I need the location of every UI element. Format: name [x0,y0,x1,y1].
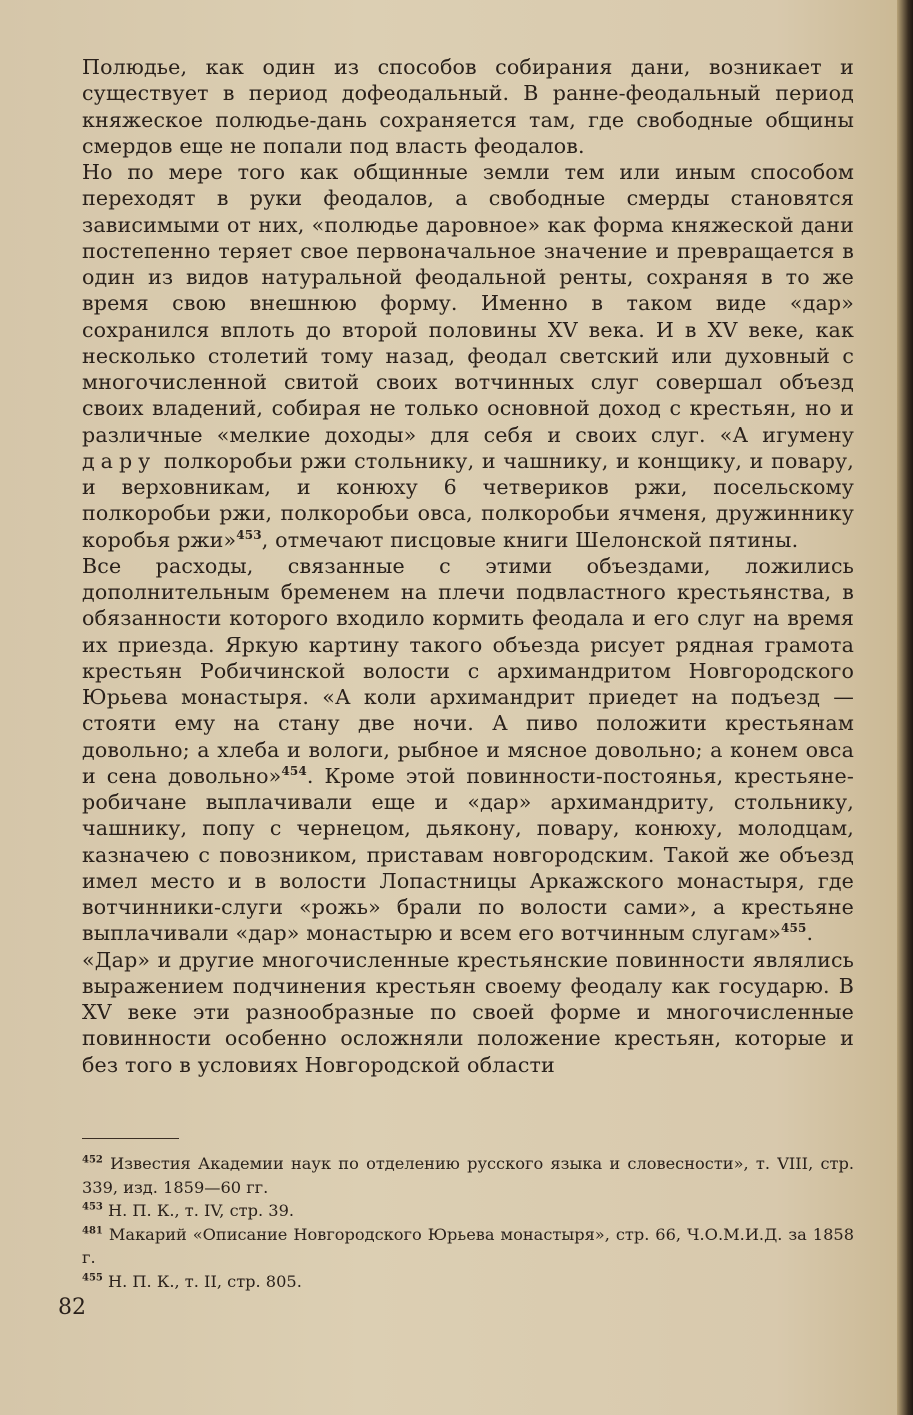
footnote-1 [82,1152,854,1199]
footnote-text: Макарий «Описание Новгородского Юрьева монастыря», стр. 66, Ч.О.М.И.Д. за 1858 г. [82,1224,854,1267]
footnote-ref: 453 [236,527,262,542]
footnote-marker: 452 [82,1154,103,1166]
footnote-marker: 481 [82,1225,103,1237]
page-number: 82 [58,1295,86,1320]
text-run: Но по мере того как общинные земли тем или иным способом переходят в руки феодалов, а свободные смерды становятся зависимыми от них, «полюдье даровное» как форма княжеской дани постепенно теряет свое первоначальное значение и превращается в один из видов натуральной феодальной ренты, сохраняя в то же время свою внешнюю форму. Именно в таком виде «дар» сохранился вплоть до второй половины XV века. И в XV веке, как несколько столетий тому назад, феодал светский или духовный с многочисленной свитой своих вотчинных слуг совершал объезд своих владений, собирая не только основной доход с крестьян, но и различные «мелкие доходы» для себя и своих слуг. «А игумену [82,160,854,447]
text-run: Полюдье, как один из способов собирания дани, возникает и существует в период дофеодальный. В ранне-феодальный период княжеское полюдье-дань сохраняется там, где свободные общины смердов еще не попали под власть феодалов. [82,55,854,158]
text-run: Все расходы, связанные с этими объездами, ложились дополнительным бременем на плечи подвластного крестьянства, в обязанности которого входило кормить феодала и его слуг на время их приезда. Яркую картину такого объезда рисует рядная грамота крестьян Робичинской волости с архимандритом Новгородского Юрьева монастыря. «А коли архимандрит приедет на подъезд — стояти ему на стану две ночи. А пиво положити крестьянам довольно; а хлеба и вологи, рыбное и мясное довольно; а конем овса и сена довольно» [82,553,854,788]
text-run: . Кроме этой повинности-постоянья, крестьяне-робичане выплачивали еще и «дар» архимандриту, стольнику, чашнику, попу с чернецом, дьякону, повару, конюху, молодцам, казначею с повозником, приставам новгородским. Такой же объезд имел место и в волости Лопастницы Аркажского монастыря, где вотчинники-слуги «рожь» брали по волости сами», а крестьяне выплачивали «дар» монастырю и всем его вотчинным слугам» [82,763,854,946]
footnote-ref: 454 [281,763,307,778]
footnote-marker: 455 [82,1272,103,1284]
footnote-ref: 455 [780,921,807,936]
page-edge-shadow [897,0,913,1415]
main-text [82,54,854,1078]
paragraph-2 [82,159,854,553]
footnote-divider [82,1138,179,1139]
footnote-marker: 453 [82,1201,103,1213]
footnote-3 [82,1223,854,1270]
paragraph-4 [82,947,854,1078]
text-run: , отмечают писцовые книги Шелонской пятины. [261,527,799,552]
footnote-text: Известия Академии наук по отделению русского языка и словесности», т. VIII, стр. 339, изд. 1859—60 гг. [82,1154,854,1197]
footnote-2 [82,1199,854,1223]
paragraph-1 [82,54,854,159]
text-run: полкоробьи ржи стольнику, и чашнику, и конщику, и повару, и верховникам, и конюху 6 четвериков ржи, посельскому полкоробьи ржи, полкоробьи овса, полкоробьи ячменя, дружиннику коробья ржи» [82,448,854,552]
spaced-word: дару [82,448,157,473]
text-run: . [806,921,814,946]
paragraph-3 [82,553,854,947]
footnote-text: Н. П. К., т. IV, стр. 39. [102,1201,295,1220]
footnote-4 [82,1270,854,1294]
text-run: «Дар» и другие многочисленные крестьянские повинности являлись выражением подчинения крестьян своему феодалу как государю. В XV веке эти разнообразные по своей форме и многочисленные повинности особенно осложняли положение крестьян, которые и без того в условиях Новгородской области [82,947,854,1077]
footnotes [82,1152,854,1293]
footnote-text: Н. П. К., т. II, стр. 805. [102,1271,302,1291]
